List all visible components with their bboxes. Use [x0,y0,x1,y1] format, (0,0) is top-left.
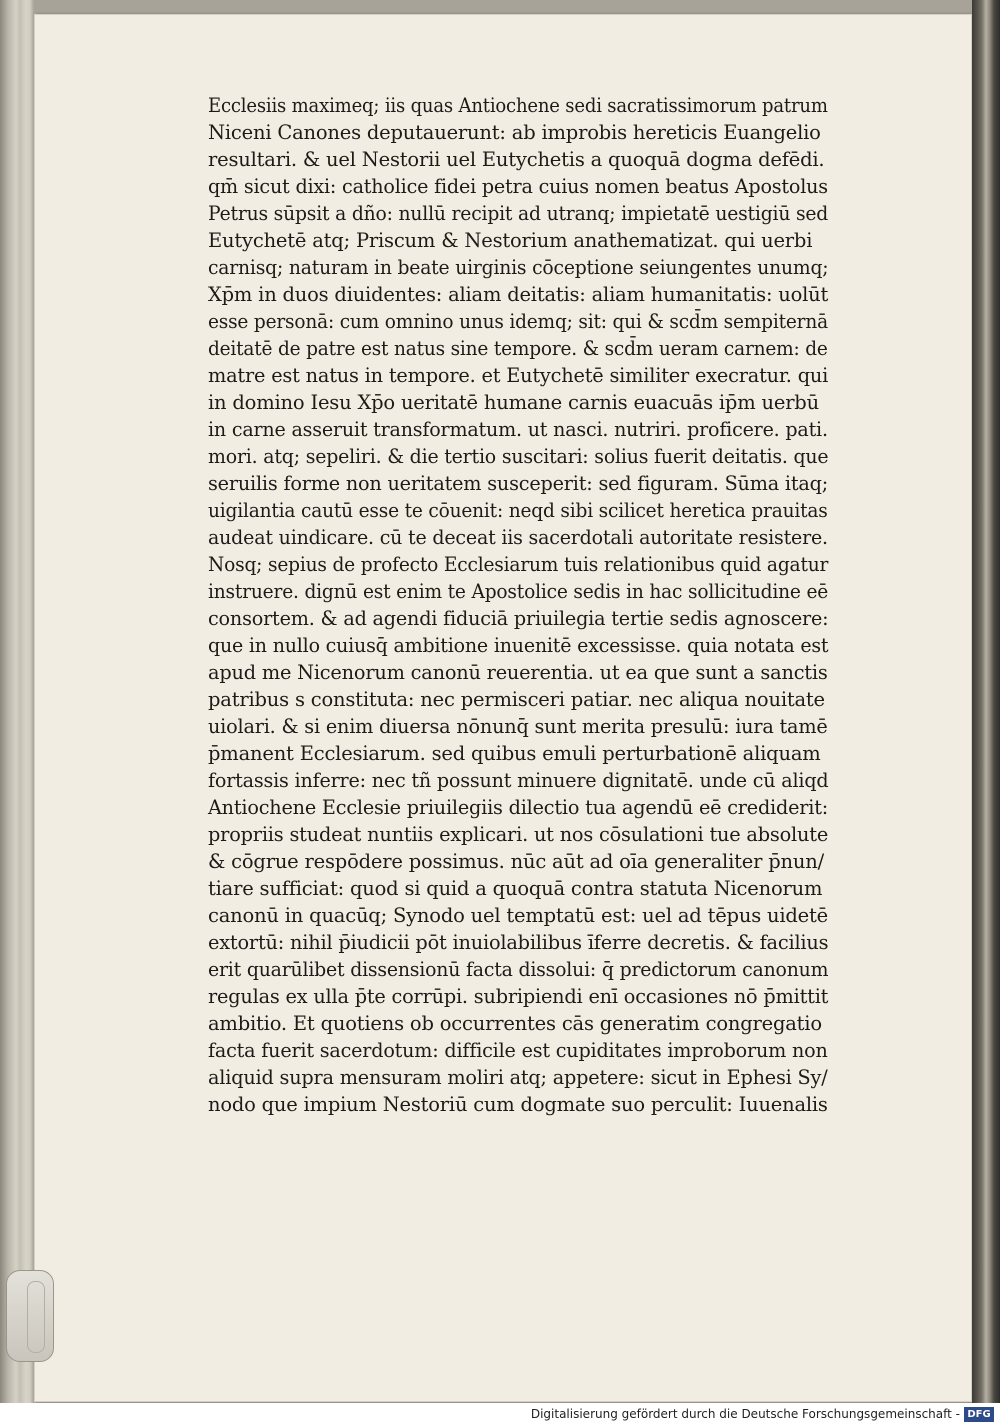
text-line: audeat uindicare. cū te deceat iis sacerdotali autoritate resistere. [208,526,828,549]
text-line: ambitio. Et quotiens ob occurrentes cās generatim congregatio [208,1012,822,1035]
text-line: tiare sufficiat: quod si quid a quoquā contra statuta Nicenorum [208,877,823,900]
text-line: resultari. & uel Nestorii uel Eutychetis a quoquā dogma defēdi. [208,148,825,171]
footer-credit: Digitalisierung gefördert durch die Deutsche Forschungsgemeinschaft - [530,1407,960,1421]
text-line: uigilantia cautū esse te cōuenit: neqd sibi scilicet heretica prauitas [208,499,828,522]
text-line: esse personā: cum omnino unus idemq; sit: qui & scd̄m sempiternā [208,310,828,333]
text-line: patribus s constituta: nec permisceri patiar. nec aliqua nouitate [208,688,825,711]
text-line: Eutychetē atq; Priscum & Nestorium anathematizat. qui uerbi [208,229,813,252]
text-line: consortem. & ad agendi fiduciā priuilegia tertie sedis agnoscere: [208,607,829,630]
text-line: deitatē de patre est natus sine tempore. & scd̄m ueram carnem: de [208,337,828,360]
text-line: Xp̄m in duos diuidentes: aliam deitatis: aliam humanitatis: uolūt [208,283,829,306]
text-line: p̄manent Ecclesiarum. sed quibus emuli perturbationē aliquam [208,742,821,765]
book-spine-edge [972,0,1000,1403]
text-line: instruere. dignū est enim te Apostolice sedis in hac sollicitudine eē [208,580,829,603]
text-line: & cōgrue respōdere possimus. nūc aūt ad oīa generaliter p̄nun/ [208,850,824,873]
text-line: mori. atq; sepeliri. & die tertio suscitari: solius fuerit deitatis. que [208,445,829,468]
text-line: carnisq; naturam in beate uirginis cōceptione seiungentes unumq; [208,256,829,279]
text-line: erit quarūlibet dissensionū facta dissolui: q̄ predictorum canonum [208,958,829,981]
text-block [208,92,828,1118]
text-line: uiolari. & si enim diuersa nōnunq̄ sunt merita presulū: iura tamē [208,715,828,738]
text-line: matre est natus in tempore. et Eutychetē similiter execratur. qui [208,364,829,387]
text-line: Nosq; sepius de profecto Ecclesiarum tuis relationibus quid agatur [208,553,829,576]
page-clip [6,1270,54,1362]
text-line: qm̄ sicut dixi: catholice fidei petra cuius nomen beatus Apostolus [208,175,828,198]
text-line: que in nullo cuiusq̄ ambitione inuenitē excessisse. quia notata est [208,634,829,657]
dfg-logo: DFG [964,1407,994,1422]
text-line: extortū: nihil p̄iudicii pōt inuiolabilibus īferre decretis. & facilius [208,931,829,954]
text-line: nodo que impium Nestoriū cum dogmate suo perculit: Iuuenalis [208,1093,828,1116]
footer-bar [0,1403,1000,1425]
text-line: aliquid supra mensuram moliri atq; appetere: sicut in Ephesi Sy/ [208,1066,828,1089]
text-line: canonū in quacūq; Synodo uel temptatū est: uel ad tēpus uidetē [208,904,828,927]
text-line: Niceni Canones deputauerunt: ab improbis hereticis Euangelio [208,121,821,144]
text-line: seruilis forme non ueritatem susceperit: sed figuram. Sūma itaq; [208,472,829,495]
text-line: regulas ex ulla p̄te corrūpi. subripiendi enī occasiones nō p̄mittit [208,985,829,1008]
text-line: apud me Nicenorum canonū reuerentia. ut ea que sunt a sanctis [208,661,828,684]
text-line: Antiochene Ecclesie priuilegiis dilectio tua agendū eē crediderit: [208,796,829,819]
text-line: in domino Iesu Xp̄o ueritatē humane carnis euacuās ip̄m uerbū [208,391,819,414]
text-line: facta fuerit sacerdotum: difficile est cupiditates improborum non [208,1039,828,1062]
text-line: fortassis inferre: nec tñ possunt minuere dignitatē. unde cū aliqd [208,769,829,792]
text-line: propriis studeat nuntiis explicari. ut nos cōsulationi tue absolute [208,823,829,846]
text-line: in carne asseruit transformatum. ut nasci. nutriri. proficere. pati. [208,418,828,441]
text-line: Ecclesiis maximeq; iis quas Antiochene sedi sacratissimorum patrum [208,94,828,117]
text-line: Petrus sūpsit a dño: nullū recipit ad utranq; impietatē uestigiū sed [208,202,829,225]
